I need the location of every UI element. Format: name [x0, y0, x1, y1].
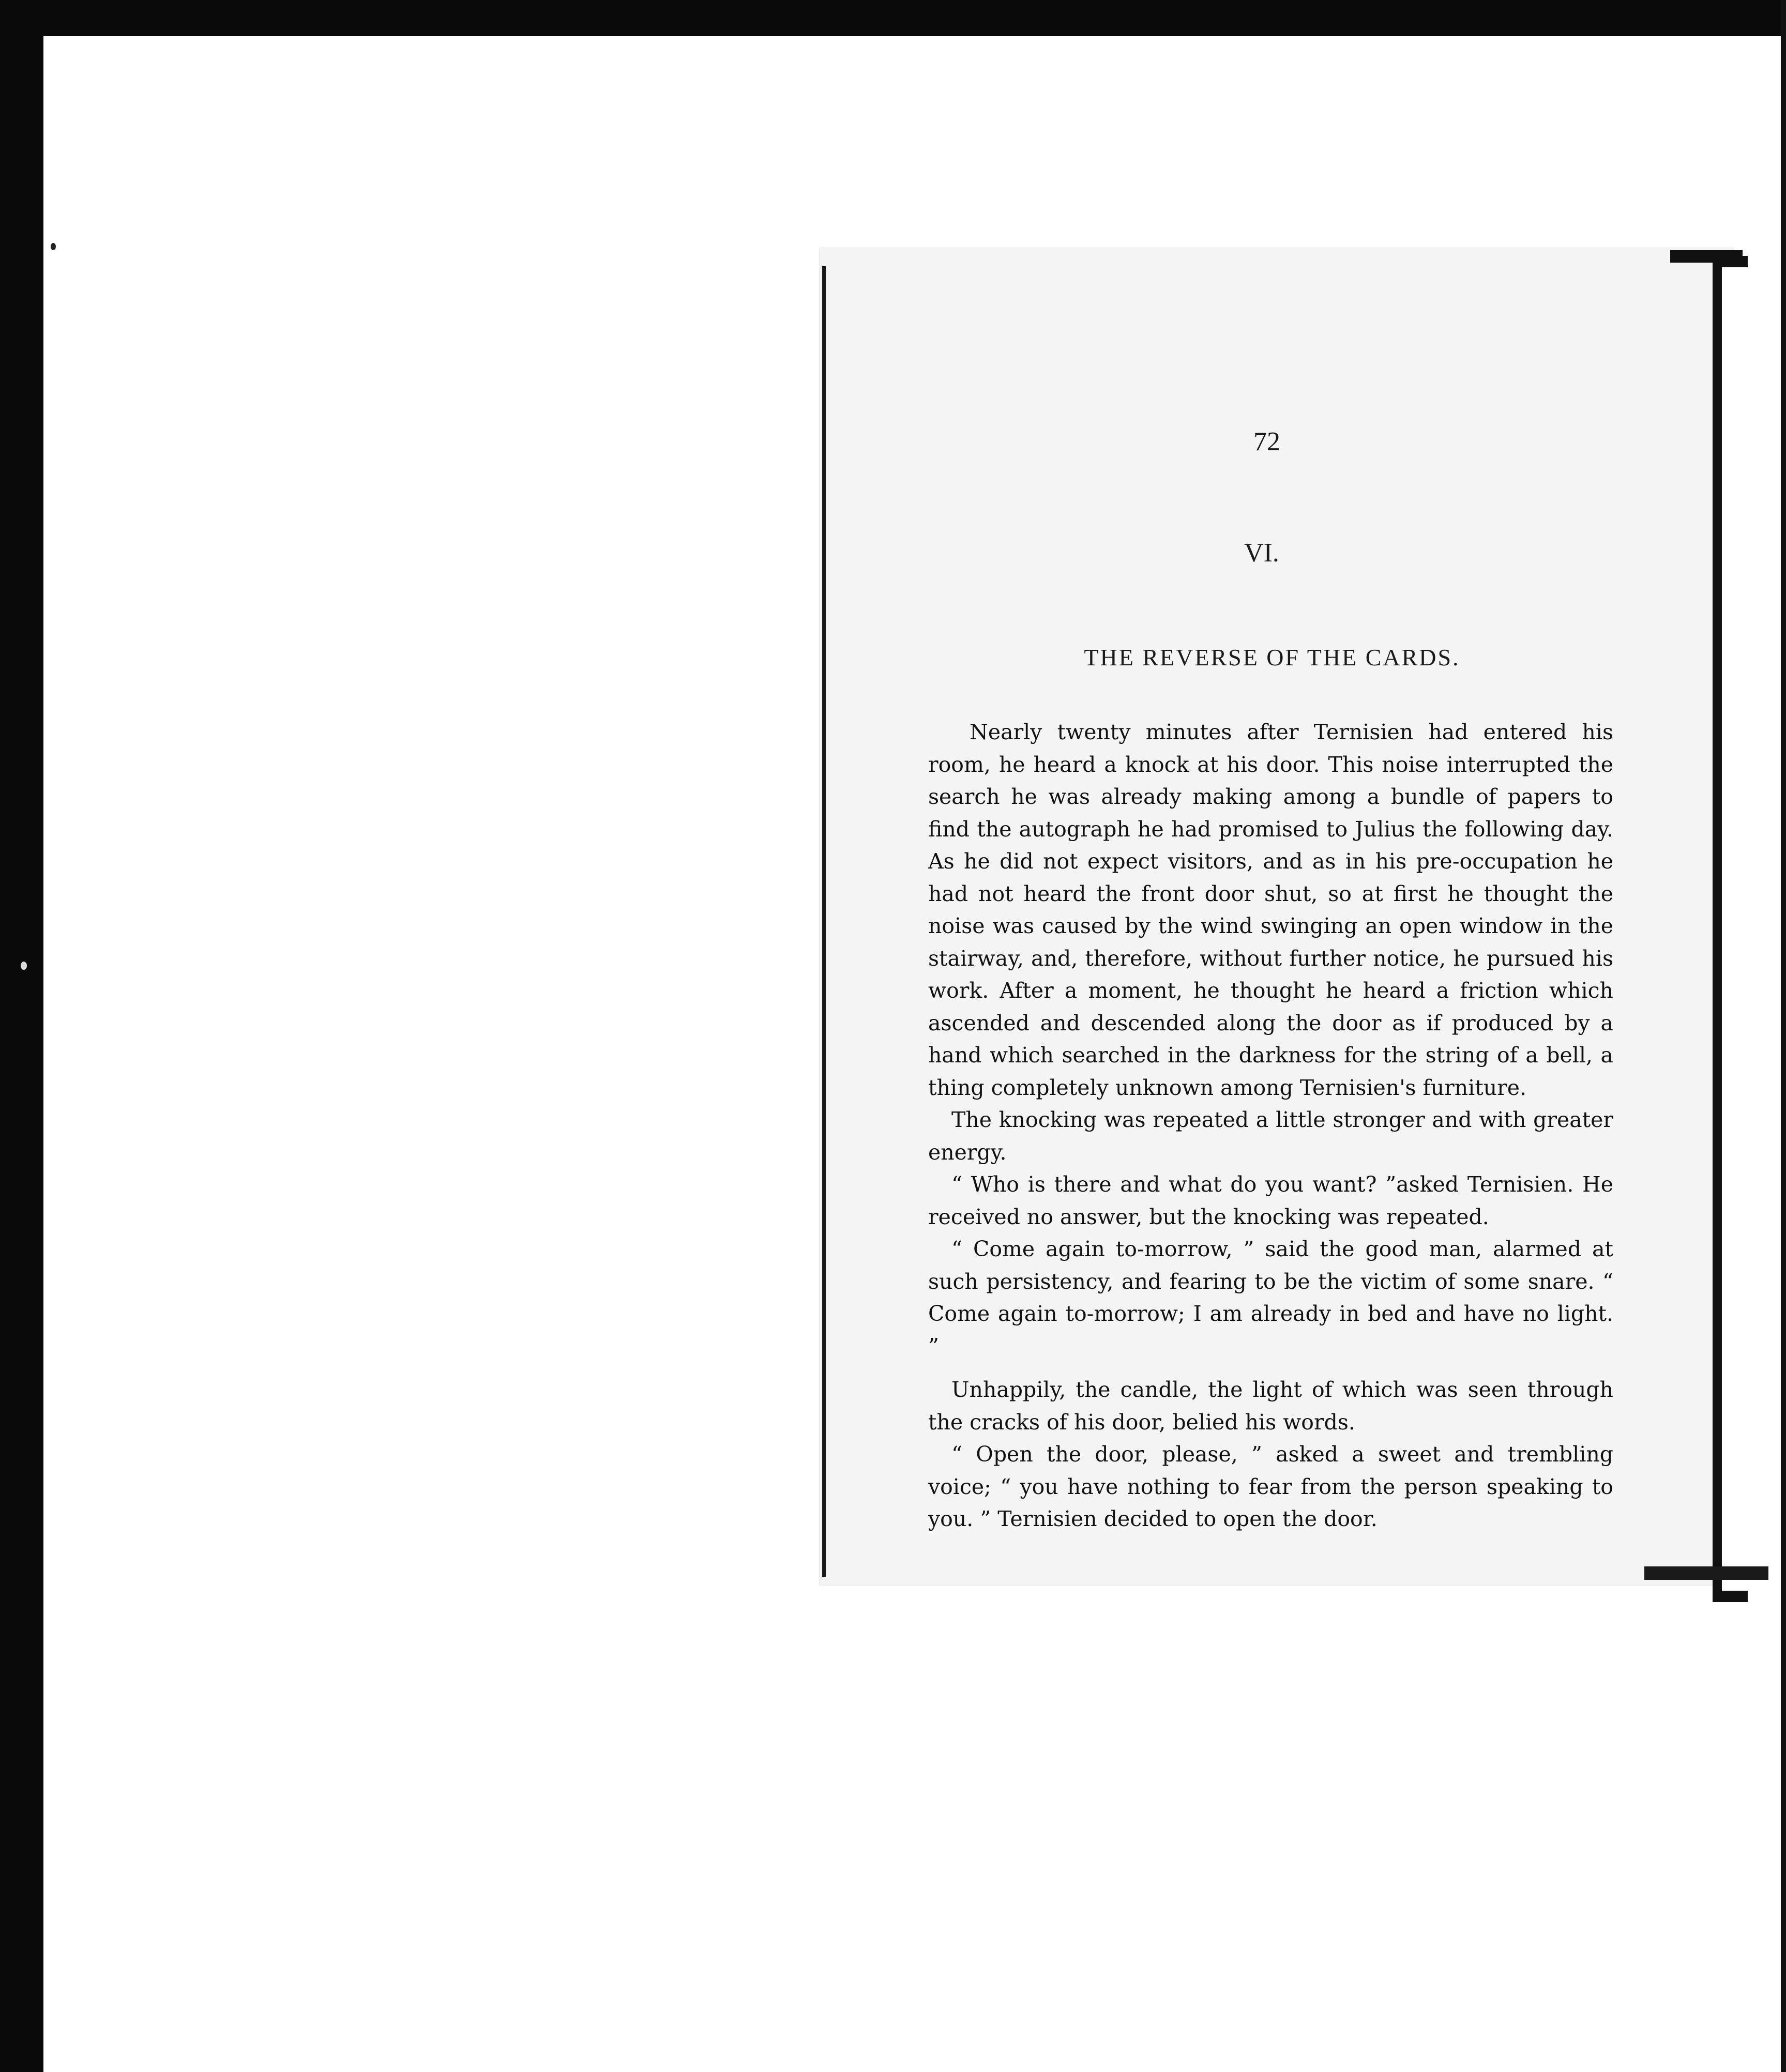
chapter-body: [928, 716, 1613, 1535]
page-number: 72: [1253, 427, 1280, 456]
page-gutter-line: [822, 266, 826, 1577]
paragraph: “ Come again to-morrow, ” said the good man, alarmed at such persistency, and fearing to be the victim of some snare. “ Come again to-morrow; I am already in bed and have no light. ”: [928, 1237, 1613, 1359]
paragraph: The knocking was repeated a little stronger and with greater energy.: [928, 1107, 1613, 1165]
chapter-number: VI.: [1244, 538, 1279, 568]
next-page-edge-bottom: [1644, 1566, 1768, 1580]
film-border-left: [0, 0, 43, 2072]
paragraph: Nearly twenty minutes after Ternisien had entered his room, he heard a knock at his door. This noise interrupted the search he was already making among a bundle of papers to find the autograph he had promised to Julius the following day. As he did not expect visitors, and as in his pre-occupation he had not heard the front door shut, so at first he thought the noise was caused by the wind swinging an open window in the stairway, and, therefore, without further notice, he pursued his work. After a moment, he thought he heard a friction which ascended and descended along the door as if produced by a hand which searched in the darkness for the string of a bell, a thing completely unknown among Ternisien's furniture.: [928, 720, 1613, 1100]
paragraph: Unhappily, the candle, the light of which was seen through the cracks of his door, belied his words.: [928, 1377, 1613, 1435]
film-border-right: [1781, 0, 1786, 2072]
film-speck: [51, 243, 56, 250]
film-border-top: [0, 0, 1786, 36]
chapter-title: THE REVERSE OF THE CARDS.: [1084, 644, 1460, 671]
next-page-edge: [1713, 256, 1748, 1602]
film-speck: [21, 962, 27, 970]
paragraph: “ Open the door, please, ” asked a sweet and trembling voice; “ you have nothing to fear from the person speaking to you. ” Ternisien decided to open the door.: [928, 1442, 1613, 1531]
paragraph: “ Who is there and what do you want? ”asked Ternisien. He received no answer, but the knocking was repeated.: [928, 1172, 1613, 1229]
